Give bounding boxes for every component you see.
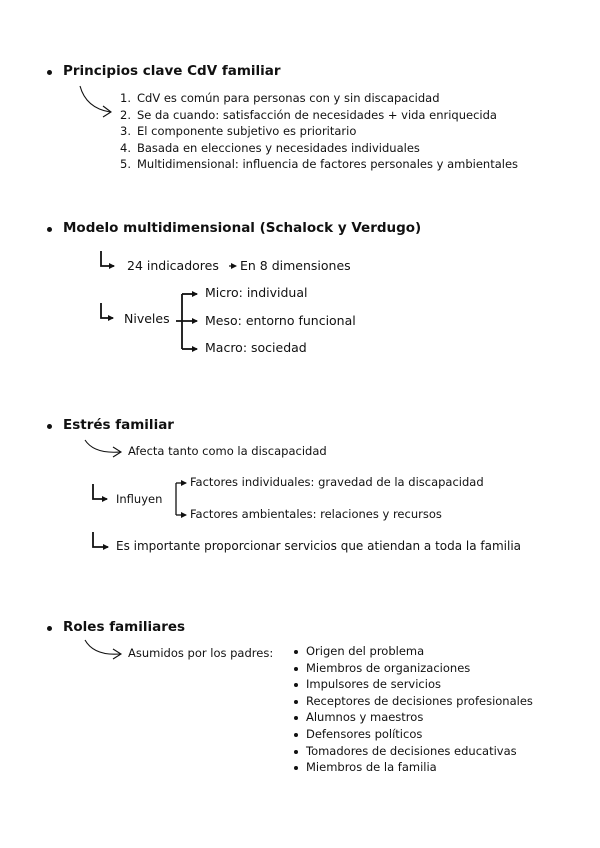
importante-text: Es importante proporcionar servicios que atiendan a toda la familia — [116, 539, 522, 553]
section-title-estres: Estrés familiar — [63, 417, 174, 433]
elbow-arrow-icon — [101, 303, 113, 318]
list-item: Miembros de la familia — [292, 759, 533, 776]
section-title-principios: Principios clave CdV familiar — [63, 63, 281, 79]
nivel-micro: Micro: individual — [205, 285, 308, 300]
list-item: 3. El componente subjetivo es prioritario — [120, 124, 357, 138]
section-bullet — [47, 424, 52, 429]
list-item: Alumnos y maestros — [292, 709, 533, 726]
niveles-label: Niveles — [124, 311, 170, 326]
influyen-label: Influyen — [116, 492, 163, 506]
list-item: Impulsores de servicios — [292, 676, 533, 693]
list-item: Origen del problema — [292, 643, 533, 660]
section-bullet — [47, 227, 52, 232]
list-item: Receptores de decisiones profesionales — [292, 693, 533, 710]
roles-list — [292, 643, 533, 776]
asumidos-text: Asumidos por los padres: — [128, 646, 274, 660]
section-bullet — [47, 70, 52, 75]
list-item: 2. Se da cuando: satisfacción de necesidades + vida enriquecida — [120, 107, 497, 122]
factor-ambiental: Factores ambientales: relaciones y recursos — [190, 507, 442, 521]
section-title-roles: Roles familiares — [63, 619, 186, 635]
list-item: Tomadores de decisiones educativas — [292, 743, 533, 760]
nivel-meso: Meso: entorno funcional — [205, 313, 356, 328]
elbow-arrow-icon — [93, 532, 108, 547]
curved-arrow-icon — [85, 640, 120, 654]
elbow-arrow-icon — [93, 484, 107, 499]
afecta-text: Afecta tanto como la discapacidad — [128, 444, 327, 458]
section-bullet — [47, 626, 52, 631]
list-item: 5. Multidimensional: influencia de factores personales y ambientales — [120, 157, 519, 171]
dimensiones-text: En 8 dimensiones — [240, 258, 351, 273]
elbow-arrow-icon — [101, 251, 114, 266]
list-item: Miembros de organizaciones — [292, 660, 533, 677]
nivel-macro: Macro: sociedad — [205, 340, 307, 355]
section-title-modelo: Modelo multidimensional (Schalock y Verdugo) — [63, 220, 422, 236]
curved-arrow-icon — [85, 440, 120, 452]
list-item: 1. CdV es común para personas con y sin discapacidad — [120, 91, 440, 105]
principios-list — [113, 90, 518, 173]
list-item: Defensores políticos — [292, 726, 533, 743]
factor-individual: Factores individuales: gravedad de la discapacidad — [190, 475, 484, 489]
indicadores-text: 24 indicadores — [127, 258, 219, 273]
list-item: 4. Basada en elecciones y necesidades individuales — [120, 140, 420, 155]
